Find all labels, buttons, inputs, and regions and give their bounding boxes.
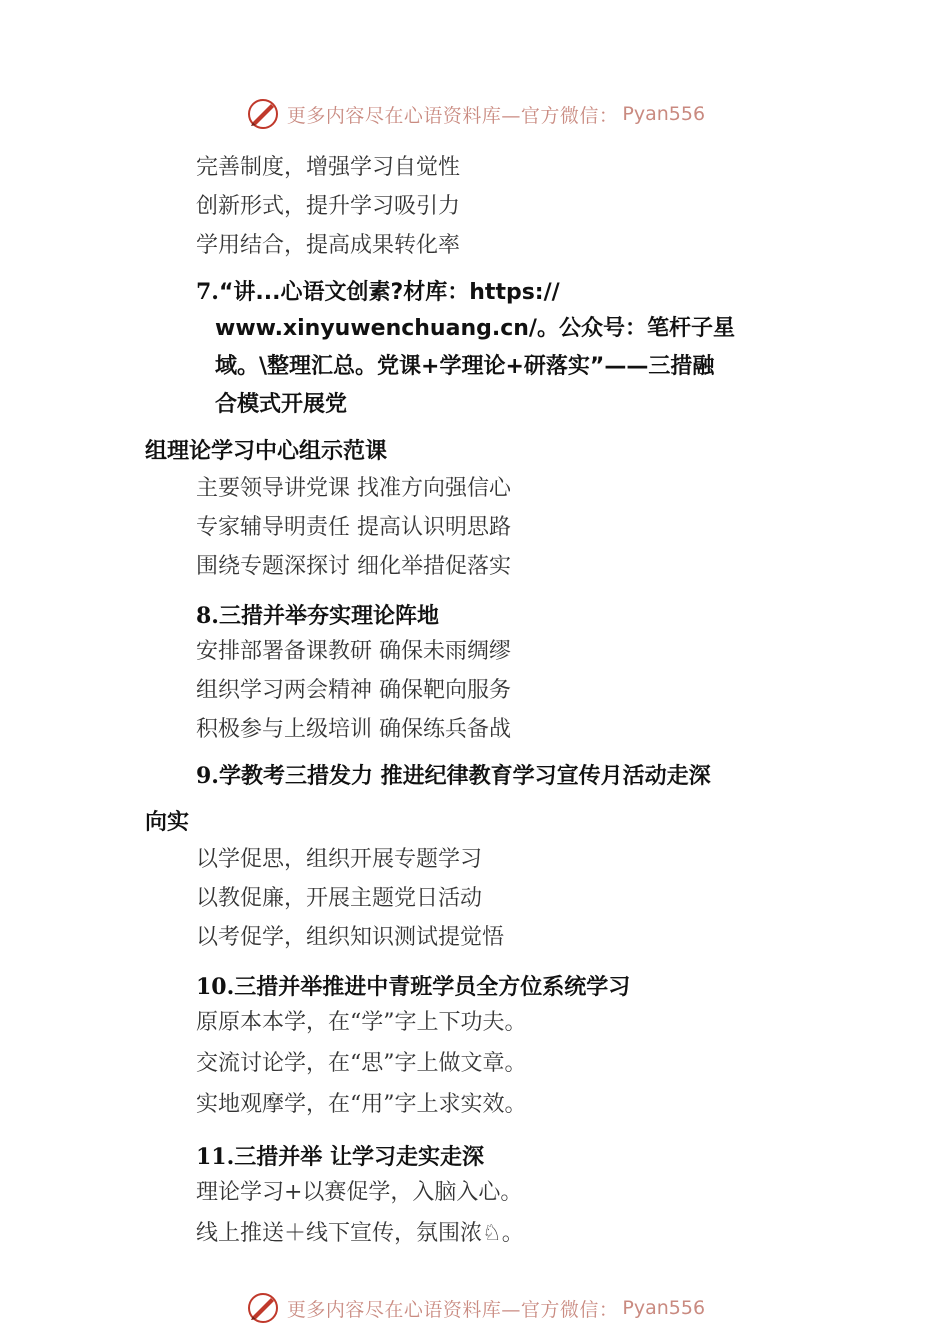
pen-logo-icon xyxy=(245,1290,281,1326)
section-number: 9. xyxy=(196,763,219,789)
list-item: 创新形式，提升学习吸引力 xyxy=(196,194,461,219)
heading-text: 三措并举夯实理论阵地 xyxy=(218,604,439,629)
heading-text: 学教考三措发力 推进纪律教育学习宣传月活动走深 xyxy=(218,764,711,789)
list-item: 以教促廉，开展主题党日活动 xyxy=(196,886,483,911)
heading-line: 域。\整理汇总。党课+学理论+研落实”——三措融 xyxy=(215,354,715,379)
list-item: 实地观摩学，在“用”字上求实效。 xyxy=(196,1092,527,1117)
heading-text: 三措并举推进中青班学员全方位系统学习 xyxy=(234,975,631,1000)
list-item: 交流讨论学，在“思”字上做文章。 xyxy=(196,1051,527,1076)
header-banner xyxy=(0,94,950,134)
list-item: 以学促思，组织开展专题学习 xyxy=(196,847,483,872)
banner-text: 更多内容尽在心语资料库—官方微信： xyxy=(286,104,619,127)
section-heading xyxy=(196,761,711,792)
section-number: 10. xyxy=(196,974,235,1000)
list-item: 线上推送＋线下宣传，氛围浓♘。 xyxy=(196,1221,524,1246)
list-item: 原原本本学，在“学”字上下功夫。 xyxy=(196,1010,527,1035)
section-number: 8. xyxy=(196,603,219,629)
section-heading xyxy=(196,1142,484,1173)
list-item: 积极参与上级培训 确保练兵备战 xyxy=(196,717,511,742)
list-item: 安排部署备课教研 确保未雨绸缪 xyxy=(196,639,511,664)
list-item: 围绕专题深探讨 细化举措促落实 xyxy=(196,554,511,579)
pen-logo-icon xyxy=(245,96,281,132)
list-item: 学用结合，提高成果转化率 xyxy=(196,233,461,258)
heading-line: 向实 xyxy=(145,810,190,835)
list-item: 以考促学，组织知识测试提觉悟 xyxy=(196,925,505,950)
heading-line: www.xinyuwenchuang.cn/。公众号：笔杆子星 xyxy=(215,316,735,341)
section-heading xyxy=(196,601,439,632)
list-item: 专家辅导明责任 提高认识明思路 xyxy=(196,515,511,540)
footer-banner xyxy=(0,1288,950,1328)
section-heading xyxy=(196,972,630,1003)
section-number: 7. xyxy=(196,279,219,305)
heading-line: 组理论学习中心组示范课 xyxy=(145,439,388,464)
banner-text: 更多内容尽在心语资料库—官方微信： xyxy=(286,1298,619,1321)
banner-wechat-id: Pyan556 xyxy=(622,103,706,125)
list-item: 完善制度，增强学习自觉性 xyxy=(196,155,461,180)
list-item: 组织学习两会精神 确保靶向服务 xyxy=(196,678,511,703)
section-number: 11. xyxy=(196,1144,235,1170)
heading-text: “讲...心语文创素?材库：https:// xyxy=(218,280,560,305)
heading-text: 三措并举 让学习走实走深 xyxy=(234,1145,484,1170)
list-item: 理论学习+以赛促学，入脑入心。 xyxy=(196,1180,523,1205)
list-item: 主要领导讲党课 找准方向强信心 xyxy=(196,476,511,501)
banner-wechat-id: Pyan556 xyxy=(622,1297,706,1319)
section-heading xyxy=(196,277,560,308)
heading-line: 合模式开展党 xyxy=(215,392,348,417)
